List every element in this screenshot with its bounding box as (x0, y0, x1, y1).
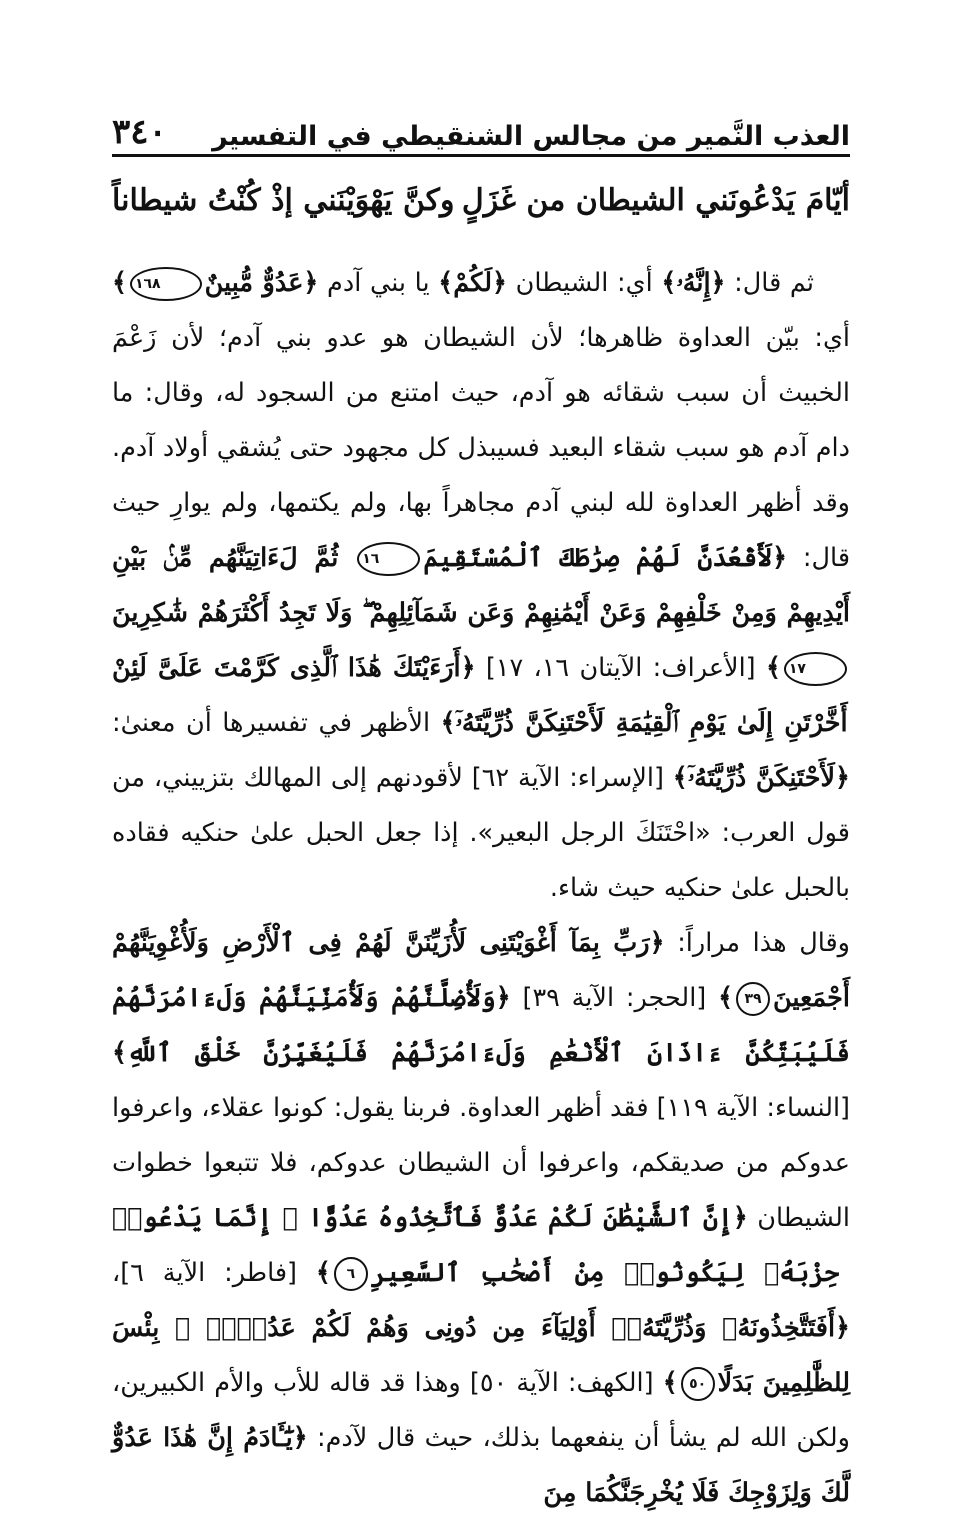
page-header (112, 104, 850, 152)
quran-bracket-open: ﴿ (495, 983, 511, 1013)
quran-bracket-open: ﴿ (772, 543, 788, 573)
quran-bracket-open: ﴿ (835, 1313, 850, 1343)
ayah-number-marker: ٣٩ (736, 982, 770, 1016)
quran-quote: أَفَتَتَّخِذُونَهُۥ وَذُرِّيَّتَهُۥٓ أَوْلِيَآءَ مِن دُونِى وَهُمْ لَكُمْ عَدُوٌّۢ ۚ بِئْسَ لِلظَّٰلِمِينَ بَدَلًا (112, 1313, 850, 1398)
quran-quote: لَأَحْتَنِكَنَّ ذُرِّيَّتَهُۥٓ (687, 763, 836, 793)
quran-quote: إِنَّ ٱلشَّيْطَٰنَ لَكُمْ عَدُوٌّ فَٱتَّخِذُوهُ عَدُوًّا ۚ إِنَّمَا يَدْعُوا۟ حِزْبَهُۥ لِيَكُونُوا۟ مِنْ أَصْحَٰبِ ٱلسَّعِيرِ (112, 1203, 840, 1288)
quran-bracket-close: ﴾ (438, 268, 454, 298)
quran-quote: عَدُوٌّ مُّبِينٌ (204, 268, 304, 298)
quran-bracket-close: ﴾ (440, 708, 456, 738)
ayah-number-marker: ١٦٨ (130, 267, 202, 301)
quran-quote: لَأَقْعُدَنَّ لَهُمْ صِرَٰطَكَ ٱلْمُسْتَقِيمَ (423, 543, 773, 573)
quran-quote: وَلَأُضِلَّنَّهُمْ وَلَأُمَنِّيَنَّهُمْ وَلَءَامُرَنَّهُمْ فَلَيُبَتِّكُنَّ ءَاذَانَ ٱلْأَنْعَٰمِ وَلَءَامُرَنَّهُمْ فَلَيُغَيِّرُنَّ خَلْقَ ٱللَّهِ (112, 983, 850, 1068)
quran-bracket-open: ﴿ (710, 268, 726, 298)
body-text-run: يا بني آدم (318, 268, 430, 298)
body-text-run: أي: الشيطان (506, 268, 653, 298)
quran-quote: ثُمَّ لَءَاتِيَنَّهُم مِّنۢ بَيْنِ أَيْدِيهِمْ وَمِنْ خَلْفِهِمْ وَعَنْ أَيْمَٰنِهِمْ وَعَن شَمَآئِلِهِمْ ۖ وَلَا تَجِدُ أَكْثَرَهُمْ شَٰكِرِينَ (112, 543, 850, 628)
quran-quote: لَكُمْ (453, 268, 493, 298)
body-text (112, 256, 851, 1508)
quran-bracket-close: ﴾ (672, 763, 688, 793)
quran-bracket-open: ﴿ (492, 268, 507, 298)
quran-bracket-close: ﴾ (661, 268, 677, 298)
body-text-run: أي: بيّن العداوة ظاهرها؛ لأن الشيطان هو عدو بني آدم؛ لأن زَعْمَ الخبيث أن سبب شقائه هو آدم، حيث امتنع من السجود له، وقال: ما دام آدم هو سبب شقاء البعيد فسيبذل كل مجهود حتى يُشقي أولاد آدم. وقد أظهر العداوة لله لبني آدم مجاهراً بها، ولم يكتمها، ولم يوارِ حيث قال: (112, 323, 851, 573)
quran-bracket-close: ﴾ (112, 268, 127, 298)
body-text-run: [النساء: الآية ١١٩] فقد أظهر العداوة. فربنا يقول: كونوا عقلاء، واعرفوا عدوكم من صديقكم، واعرفوا أن الشيطان عدوكم، فلا تتبعوا خطوات الشيطان (112, 1093, 850, 1233)
quran-bracket-open: ﴿ (835, 763, 850, 793)
quran-bracket-open: ﴿ (732, 1203, 748, 1233)
verse-hemistich-second: وكنَّ يَهْوَيْنَني إذْ كُنْتُ شيطاناً (112, 182, 455, 218)
quran-bracket-close: ﴾ (662, 1368, 678, 1398)
body-text-run: [الإسراء: الآية ٦٢] لأقودنهم إلى المهالك بتزييني، من قول العرب: «احْتَنَكَ الرجل البعير». إذا جعل الحبل علىٰ حنكيه فقاده بالحبل علىٰ حنكيه حيث شاء. (112, 763, 850, 903)
body-text-run: [الأعراف: الآيتان ١٦، ١٧] (475, 653, 756, 683)
quran-bracket-close: ﴾ (315, 1258, 331, 1288)
body-text-run: ثم قال: (725, 268, 814, 298)
body-text-run: [الحجر: الآية ٣٩] (510, 983, 707, 1013)
ayah-number-marker: ٥٠ (681, 1367, 715, 1401)
quran-bracket-open: ﴿ (649, 928, 665, 958)
quran-quote: إِنَّهُۥ (676, 268, 711, 298)
ayah-number-marker: ١٧ (784, 652, 847, 686)
ayah-number-marker: ١٦ (357, 542, 420, 576)
poetry-verse (112, 170, 850, 230)
running-title: العذب النَّمير من مجالس الشنقيطي في التفسير (212, 121, 850, 152)
ayah-number-marker: ٦ (334, 1257, 368, 1291)
quran-quote: يَٰٓـَٔادَمُ إِنَّ هَٰذَا عَدُوٌّ لَّكَ وَلِزَوْجِكَ فَلَا يُخْرِجَنَّكُمَا مِنَ (112, 1423, 850, 1508)
body-text-run: وقال هذا مراراً: (664, 928, 851, 958)
body-text-run: [فاطر: الآية ٦]، (112, 1258, 297, 1288)
quran-bracket-open: ﴿ (460, 653, 476, 683)
verse-hemistich-first: أيّامَ يَدْعُونَني الشيطان من غَزَلٍ (461, 182, 850, 218)
header-divider (112, 154, 850, 157)
quran-bracket-open: ﴿ (303, 268, 319, 298)
quran-bracket-close: ﴾ (765, 653, 781, 683)
body-text-run: الأظهر في تفسيرها أن معنىٰ: (112, 708, 431, 738)
quran-quote: رَبِّ بِمَآ أَغْوَيْتَنِى لَأُزَيِّنَنَّ لَهُمْ فِى ٱلْأَرْضِ وَلَأُغْوِيَنَّهُمْ أَجْمَعِينَ (112, 928, 851, 1013)
quran-bracket-close: ﴾ (112, 1038, 127, 1068)
quran-quote: أَرَءَيْتَكَ هَٰذَا ٱلَّذِى كَرَّمْتَ عَلَىَّ لَئِنْ أَخَّرْتَنِ إِلَىٰ يَوْمِ ٱلْقِيَٰمَةِ لَأَحْتَنِكَنَّ ذُرِّيَّتَهُۥٓ (112, 653, 848, 738)
paragraph (112, 256, 850, 916)
quran-bracket-close: ﴾ (718, 983, 734, 1013)
paragraph (112, 916, 850, 1521)
body-text-run: [الكهف: الآية ٥٠] وهذا قد قاله للأب والأم الكبيرين، ولكن الله لم يشأ أن ينفعهما بذلك، حيث قال لآدم: (112, 1368, 850, 1453)
page-number: ٣٤٠ (112, 112, 167, 152)
quran-bracket-open: ﴿ (292, 1423, 308, 1453)
